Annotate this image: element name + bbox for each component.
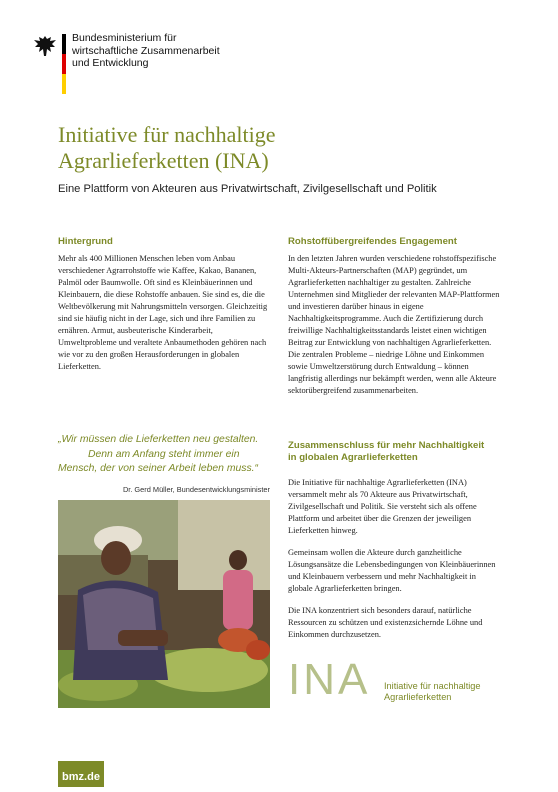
page-subtitle: Eine Plattform von Akteuren aus Privatwirtschaft, Zivilgesellschaft und Politik	[58, 183, 437, 195]
heading-rohstoff: Rohstoffübergreifendes Engagement	[288, 236, 457, 247]
german-flag-bar	[62, 34, 66, 94]
heading-hintergrund: Hintergrund	[58, 236, 113, 247]
heading-zusammenschluss: Zusammenschluss für mehr Nachhaltigkeit in globalen Agrarlieferketten	[288, 440, 485, 463]
market-photo	[58, 500, 270, 708]
federal-eagle-icon	[32, 34, 58, 58]
ina-logo-mark: INA	[288, 655, 371, 704]
page-title: Initiative für nachhaltige Agrarlieferketten (INA)	[58, 122, 276, 173]
quote: „Wir müssen die Lieferketten neu gestalten. Denn am Anfang steht immer ein Mensch, der von seiner Arbeit leben muss.“	[58, 434, 259, 474]
quote-source: Dr. Gerd Müller, Bundesentwicklungsminister	[122, 485, 270, 494]
ina-logo-text: Initiative für nachhaltige Agrarlieferketten	[384, 681, 481, 702]
ministry-name: Bundesministerium für wirtschaftliche Zusammenarbeit und Entwicklung	[72, 32, 220, 69]
text-hintergrund: Mehr als 400 Millionen Menschen leben vom Anbau verschiedener Agrarrohstoffe wie Kaffee, Kakao, Bananen, Palmöl oder Baumwolle. Oft sind es Kleinbäuerinnen und Kleinbauern, die diese Rohstoffe anbauen. Sie sind es, die die Weltbevölkerung mit Nahrungsmitteln versorgen. Gleichzeitig sind sie häufig nicht in der Lage, sich und ihre Familien zu ernähren. Armut, ausbeuterische Kinderarbeit, Umweltprobleme und veraltete Anbaumethoden gehören nach wie vor zu den großen Herausforderungen in globalen Lieferketten.	[58, 254, 268, 371]
bmz-link[interactable]: bmz.de	[58, 761, 104, 787]
text-rohstoff: In den letzten Jahren wurden verschiedene rohstoffspezifische Multi-Akteurs-Partnerschaften (MAP) gegründet, um Agrarlieferketten nachhaltiger zu gestalten. Zahlreiche Unternehmen sind Mitglieder der relevanten MAP-Plattformen und investieren darüber hinaus in eigene Nachhaltigkeitsprogramme. Auch die Zertifizierung durch freiwillige Nachhaltigkeitsstandards leistet einen wichtigen Beitrag zur Entwicklung von nachhaltigen Agrarlieferketten. Die zentralen Probleme – niedrige Löhne und Einkommen sowie Umweltzerstörung durch Entwaldung – können langfristig allerdings nur bekämpft werden, wenn alle Akteure sektorübergreifend zusammenarbeiten.	[288, 254, 500, 395]
text-zusammenschluss: Die Initiative für nachhaltige Agrarlieferketten (INA) versammelt mehr als 70 Akteure aus Privatwirtschaft, Zivilgesellschaft und Politik. Sie versteht sich als offene Plattform und arbeitet über die Grenzen der jeweiligen Lieferketten hinweg. Gemeinsam wollen die Akteure durch ganzheitliche Lösungsansätze die Lebensbedingungen von Kleinbäuerinnen und Kleinbauern verbessern und mehr Nachhaltigkeit in globale Agrarlieferketten bringen. Die INA konzentriert sich besonders darauf, natürliche Ressourcen zu schützen und existenzsichernde Löhne und Einkommen durchzusetzen.	[288, 478, 496, 639]
